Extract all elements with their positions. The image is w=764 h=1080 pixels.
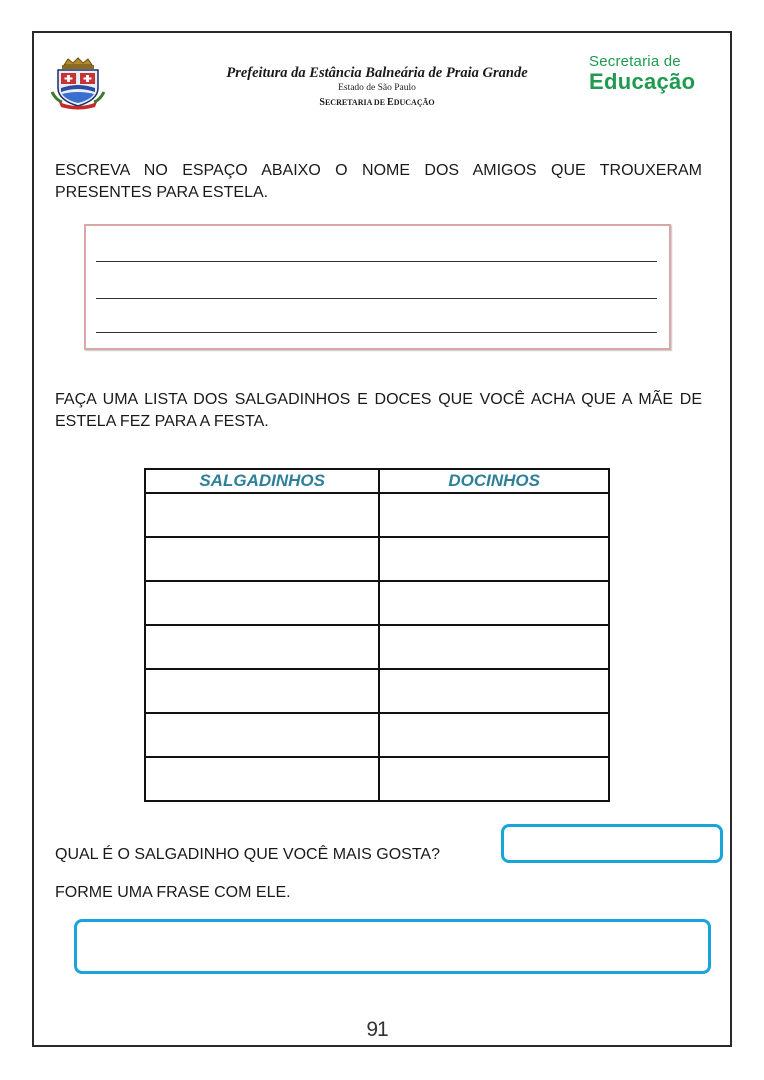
- docinho-cell[interactable]: [379, 757, 609, 801]
- question-names: ESCREVA NO ESPAÇO ABAIXO O NOME DOS AMIGOS QUE TROUXERAM PRESENTES PARA ESTELA.: [55, 162, 702, 201]
- writing-line[interactable]: [96, 261, 657, 262]
- table-row: [145, 581, 609, 625]
- column-header-salgadinhos: SALGADINHOS: [145, 469, 379, 493]
- snacks-sweets-table: [144, 468, 610, 802]
- salgadinho-cell[interactable]: [145, 669, 379, 713]
- salgadinho-cell[interactable]: [145, 537, 379, 581]
- writing-line[interactable]: [96, 332, 657, 333]
- docinho-cell[interactable]: [379, 669, 609, 713]
- docinho-cell[interactable]: [379, 493, 609, 537]
- docinho-cell[interactable]: [379, 537, 609, 581]
- secretaria-title: SECRETARIA DE EDUCAÇÃO: [319, 97, 435, 108]
- question-favorite: QUAL É O SALGADINHO QUE VOCÊ MAIS GOSTA?: [55, 846, 440, 863]
- sentence-answer-box[interactable]: [74, 919, 711, 974]
- names-answer-box[interactable]: [84, 224, 671, 350]
- salgadinho-cell[interactable]: [145, 713, 379, 757]
- docinho-cell[interactable]: [379, 581, 609, 625]
- municipality-title: Prefeitura da Estância Balneária de Praia Grande: [226, 65, 528, 81]
- salgadinho-cell[interactable]: [145, 581, 379, 625]
- state-name: Estado de São Paulo: [338, 83, 416, 93]
- table-row: [145, 757, 609, 801]
- table-row: [145, 625, 609, 669]
- salgadinho-cell[interactable]: [145, 757, 379, 801]
- column-header-docinhos: DOCINHOS: [379, 469, 609, 493]
- page-number: 91: [366, 1018, 388, 1041]
- municipal-crest-icon: [50, 56, 106, 110]
- header-text-block: [190, 64, 564, 110]
- secretaria-educacao-logo: [589, 53, 699, 97]
- docinho-cell[interactable]: [379, 713, 609, 757]
- table-row: [145, 493, 609, 537]
- logo-line-1: Secretaria de: [589, 53, 681, 70]
- favorite-answer-box[interactable]: [501, 824, 723, 863]
- docinho-cell[interactable]: [379, 625, 609, 669]
- question-sentence: FORME UMA FRASE COM ELE.: [55, 884, 291, 901]
- table-row: [145, 669, 609, 713]
- table-row: [145, 537, 609, 581]
- question-list: FAÇA UMA LISTA DOS SALGADINHOS E DOCES QUE VOCÊ ACHA QUE A MÃE DE ESTELA FEZ PARA A FESTA.: [55, 391, 702, 430]
- logo-line-2: Educação: [589, 69, 696, 94]
- table-row: [145, 713, 609, 757]
- writing-line[interactable]: [96, 298, 657, 299]
- salgadinho-cell[interactable]: [145, 493, 379, 537]
- salgadinho-cell[interactable]: [145, 625, 379, 669]
